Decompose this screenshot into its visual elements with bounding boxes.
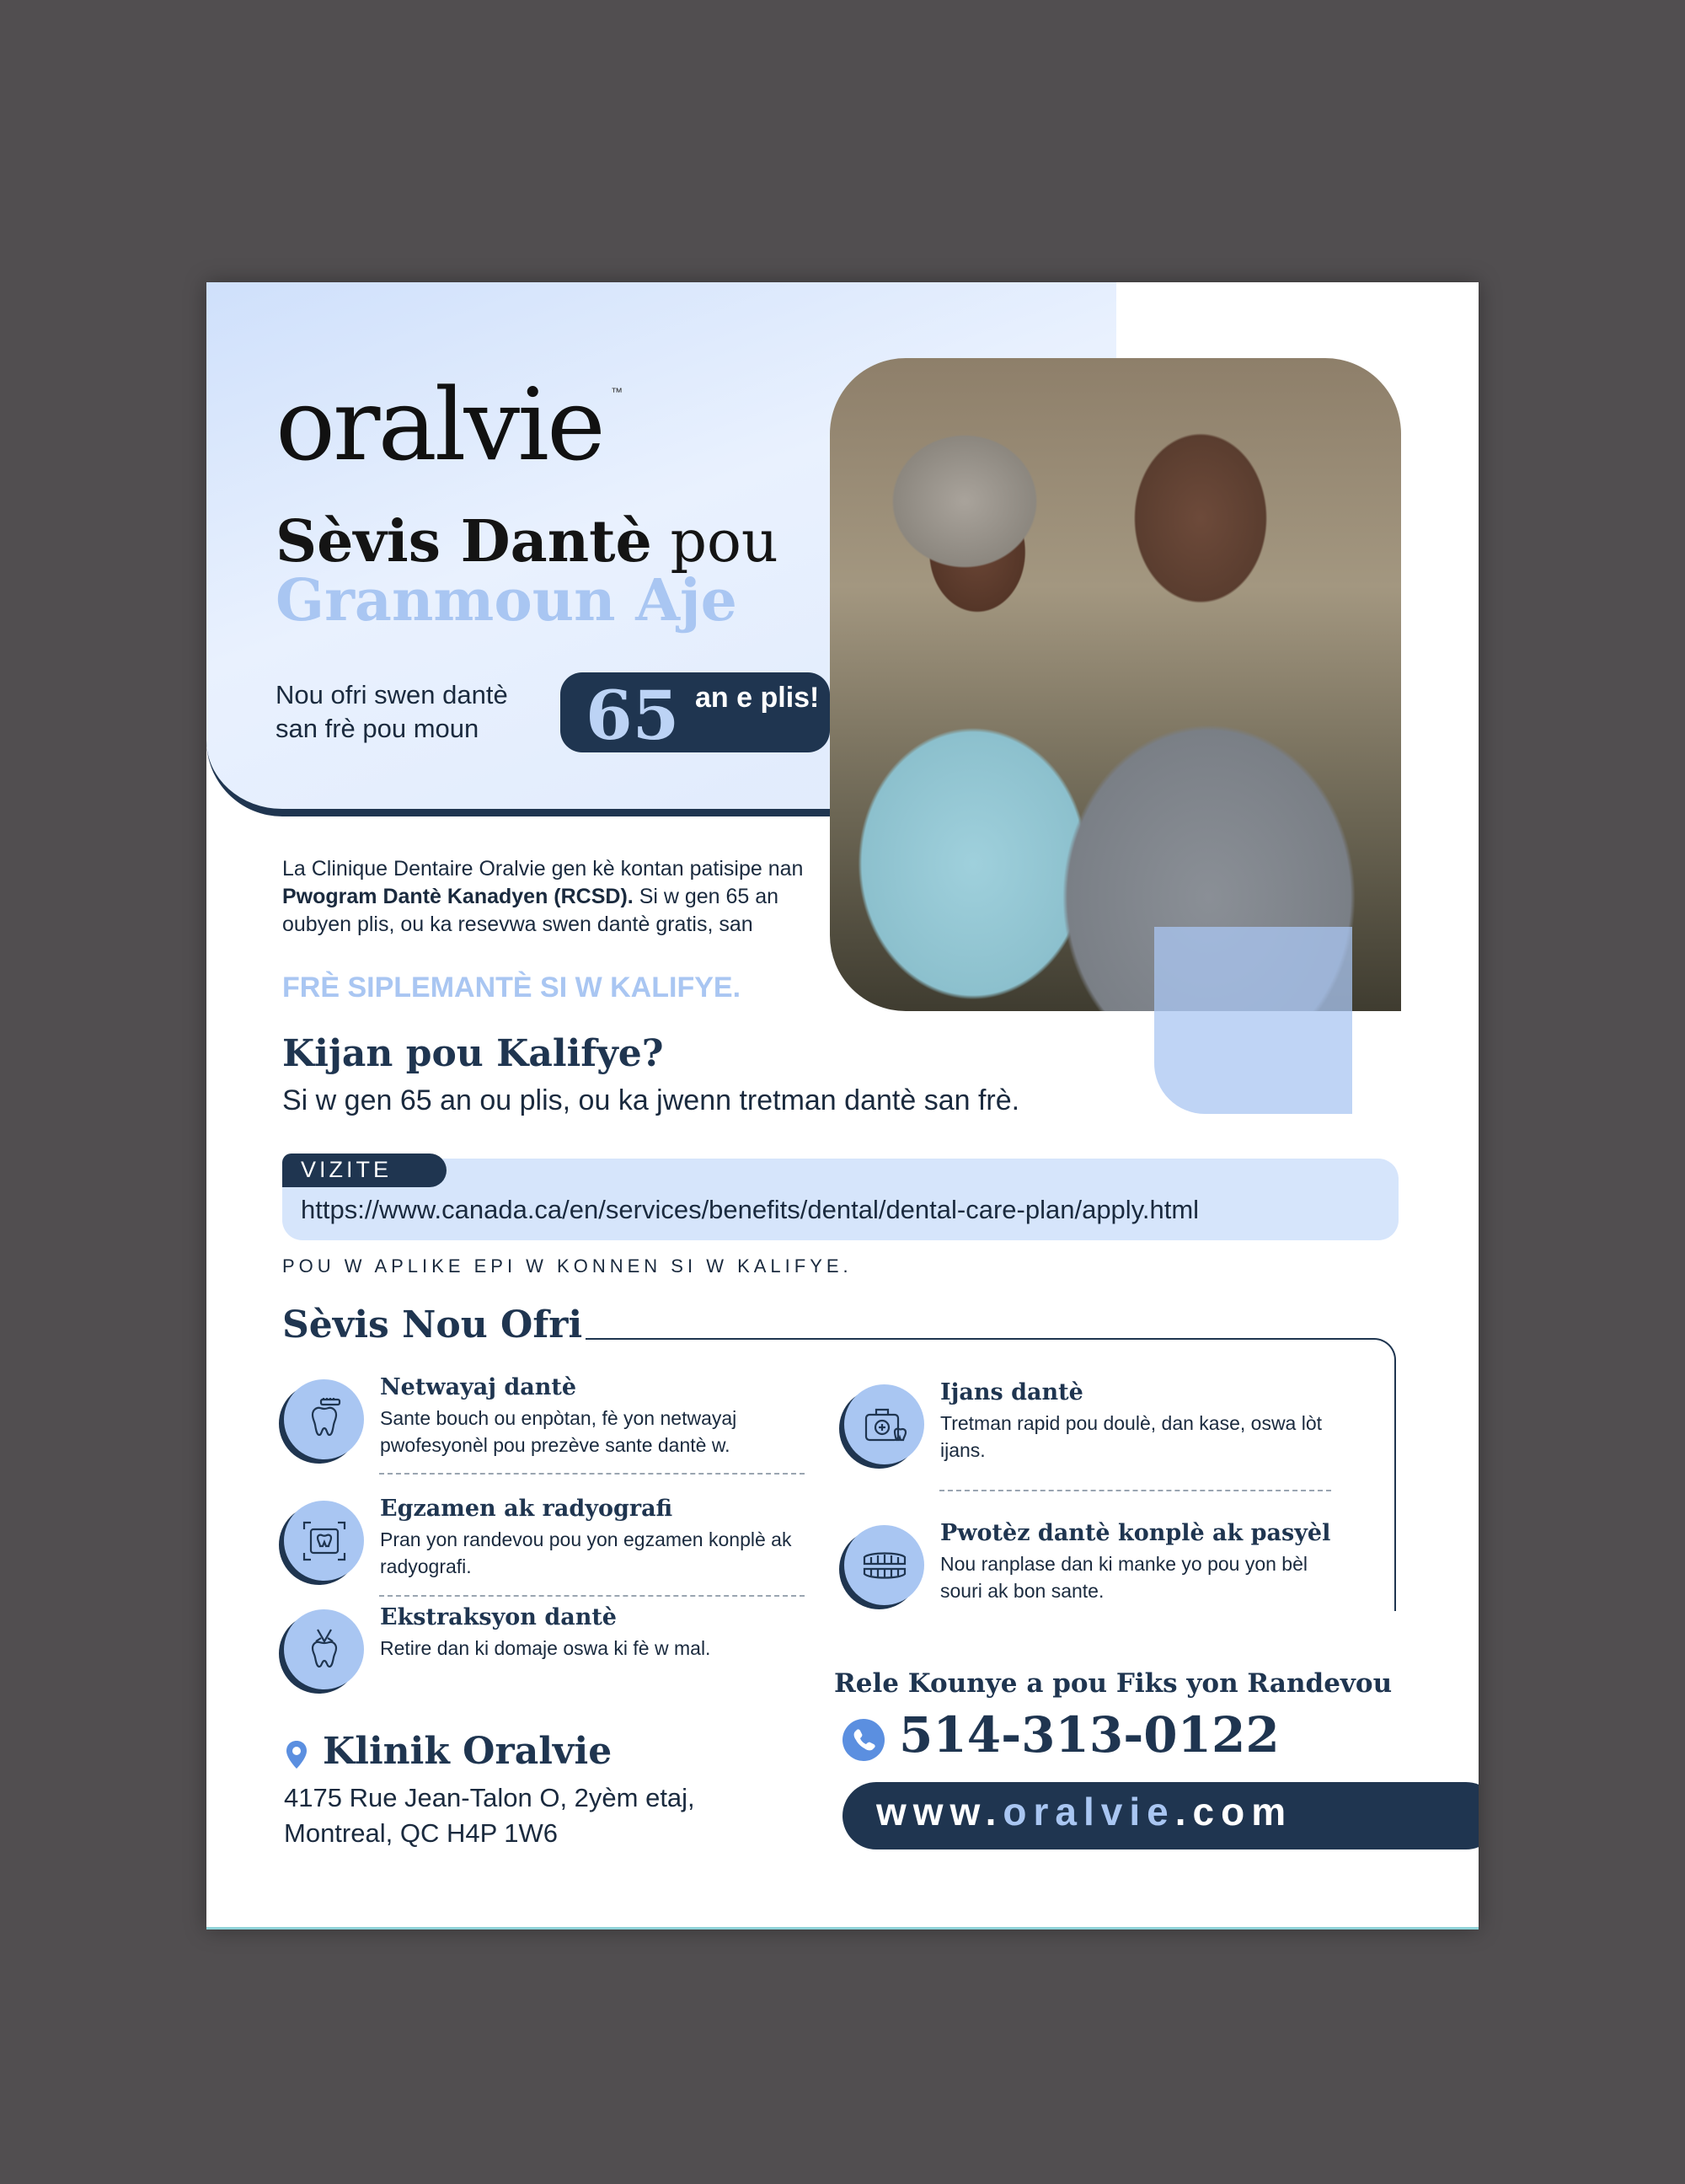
service-divider <box>939 1490 1331 1491</box>
emergency-kit-icon <box>844 1384 924 1464</box>
offer-text: Nou ofri swen dantè san frè pou moun <box>275 680 508 743</box>
service-desc: Tretman rapid pou doulè, dan kase, oswa lòt ijans. <box>940 1412 1323 1461</box>
service-desc: Retire dan ki domaje oswa ki fè w mal. <box>380 1637 711 1659</box>
qualify-text: Si w gen 65 an ou plis, ou ka jwenn tretman dantè san frè. <box>282 1084 1020 1116</box>
web-accent: oralvie <box>1003 1790 1175 1833</box>
service-title: Netwayaj dantè <box>380 1374 577 1400</box>
headline-line2: Granmoun Aje <box>275 567 737 634</box>
web-prefix: www. <box>876 1790 1003 1833</box>
visit-label: VIZITE <box>301 1157 393 1182</box>
clinic-name: Klinik Oralvie <box>323 1730 612 1773</box>
service-title: Ijans dantè <box>940 1379 1083 1405</box>
service-divider <box>379 1595 805 1597</box>
phone-number-link[interactable]: 514-313-0122 <box>899 1706 1280 1764</box>
services-divider <box>586 1338 1356 1340</box>
location-pin-icon <box>284 1740 309 1770</box>
service-divider <box>379 1473 805 1475</box>
intro-cta: FRÈ SIPLEMANTÈ SI W KALIFYE. <box>282 972 741 1004</box>
apply-note: POU W APLIKE EPI W KONNEN SI W KALIFYE. <box>282 1255 853 1277</box>
service-title: Pwotèz dantè konplè ak pasyèl <box>940 1520 1331 1546</box>
service-title: Ekstraksyon dantè <box>380 1604 617 1630</box>
trademark-mark: ™ <box>611 385 623 399</box>
senior-couple-photo <box>830 358 1401 1011</box>
tooth-brush-icon <box>284 1379 364 1459</box>
intro-paragraph <box>282 855 821 939</box>
age-number: 65 <box>586 676 680 755</box>
service-desc: Sante bouch ou enpòtan, fè yon netwayaj pwofesyonèl pou prezève sante dantè w. <box>380 1407 737 1456</box>
services-title: Sèvis Nou Ofri <box>282 1303 583 1346</box>
headline-line1 <box>275 508 778 575</box>
xray-scan-icon <box>284 1501 364 1581</box>
service-title: Egzamen ak radyografi <box>380 1496 673 1522</box>
headline-regular: pou <box>670 509 778 575</box>
qualify-title: Kijan pou Kalifye? <box>282 1032 664 1075</box>
intro-text-before: La Clinique Dentaire Oralvie gen kè kontan patisipe nan <box>282 857 804 881</box>
denture-icon <box>844 1525 924 1605</box>
age-badge <box>560 672 830 755</box>
brand-logo: oralvie <box>275 367 603 483</box>
call-cta-title: Rele Kounye a pou Fiks yon Randevou <box>834 1668 1393 1699</box>
service-desc: Pran yon randevou pou yon egzamen konplè ak radyografi. <box>380 1528 792 1577</box>
flyer-page <box>206 282 1479 1930</box>
web-suffix: .com <box>1174 1790 1293 1833</box>
tooth-extraction-icon <box>284 1609 364 1689</box>
headline-bold: Sèvis Dantè <box>275 508 652 575</box>
clinic-address <box>284 1780 789 1851</box>
phone-icon <box>842 1719 885 1761</box>
application-url-link[interactable]: https://www.canada.ca/en/services/benefits/dental/dental-care-plan/apply.html <box>301 1195 1200 1224</box>
website-link[interactable] <box>876 1789 1292 1834</box>
intro-text-after: Si w gen 65 an oubyen plis, ou ka resevwa swen dantè gratis, san <box>282 885 779 936</box>
photo-accent-block <box>1154 927 1352 1114</box>
service-desc: Nou ranplase dan ki manke yo pou yon bèl souri ak bon sante. <box>940 1553 1308 1602</box>
services-frame-corner <box>1354 1338 1396 1611</box>
age-suffix: an e plis! <box>695 682 820 714</box>
address-line1: 4175 Rue Jean-Talon O, 2yèm etaj, <box>284 1783 695 1812</box>
program-name: Pwogram Dantè Kanadyen (RCSD). <box>282 885 634 908</box>
address-line2: Montreal, QC H4P 1W6 <box>284 1818 559 1848</box>
